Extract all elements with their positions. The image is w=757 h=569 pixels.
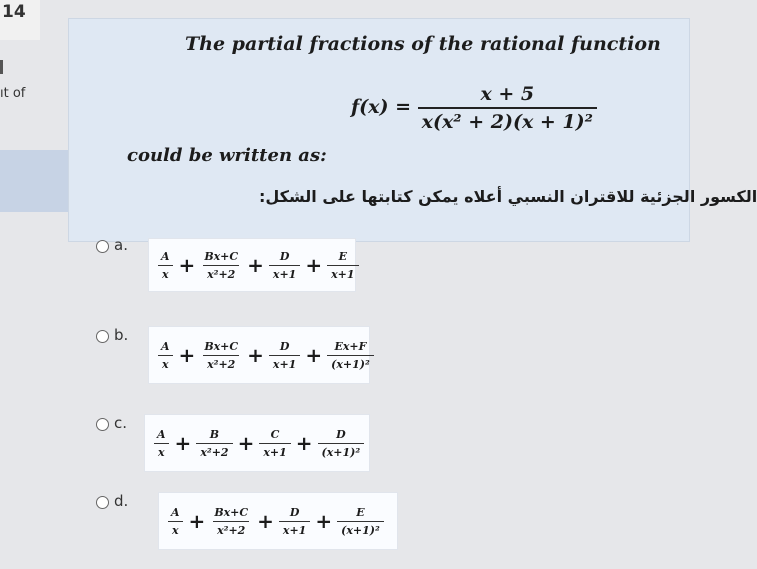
plus-sign: + <box>305 343 323 367</box>
function-lhs: f(x) = <box>351 96 412 118</box>
arabic-question-text: الكسور الجزئية للاقتران النسبي أعلاه يمكن كتابتها على الشكل: <box>259 187 757 206</box>
term-numerator: A <box>157 427 166 441</box>
partial-fraction-term <box>196 428 232 459</box>
term-denominator: (x+1)² <box>327 355 374 371</box>
term-numerator: D <box>289 505 300 519</box>
term-denominator: x+1 <box>327 265 358 281</box>
option-letter-c[interactable]: c. <box>114 414 128 432</box>
term-denominator: x²+2 <box>196 443 232 459</box>
partial-fraction-term <box>200 250 242 281</box>
plus-sign: + <box>315 509 333 533</box>
partial-fraction-term <box>327 340 374 371</box>
partial-fraction-term <box>318 428 365 459</box>
term-denominator: x <box>158 265 173 281</box>
term-numerator: E <box>356 505 365 519</box>
term-numerator: A <box>171 505 180 519</box>
plus-sign: + <box>237 431 255 455</box>
option-letter-b[interactable]: b. <box>114 326 129 344</box>
term-denominator: x+1 <box>259 443 290 459</box>
question-info-label: ıt of <box>0 86 26 101</box>
term-denominator: x <box>158 355 173 371</box>
partial-fraction-term <box>157 340 174 371</box>
partial-fraction-term <box>210 506 252 537</box>
question-text-box <box>68 18 757 242</box>
term-numerator: Bx+C <box>214 505 249 519</box>
term-denominator: x <box>168 521 183 537</box>
partial-fraction-term <box>200 340 242 371</box>
option-radio-d[interactable] <box>96 496 109 509</box>
partial-fraction-term <box>337 506 384 537</box>
option-radio-b[interactable] <box>96 330 109 343</box>
side-marker <box>0 60 3 74</box>
term-denominator: x <box>154 443 169 459</box>
term-numerator: A <box>161 249 170 263</box>
written-as-text: could be written as: <box>127 145 327 166</box>
partial-fraction-term <box>327 250 358 281</box>
term-denominator: x²+2 <box>203 265 239 281</box>
term-numerator: E <box>338 249 348 263</box>
term-numerator: D <box>279 249 290 263</box>
term-numerator: Ex+F <box>334 339 367 353</box>
plus-sign: + <box>305 253 323 277</box>
term-denominator: x+1 <box>269 265 300 281</box>
function-numerator: x + 5 <box>480 83 535 105</box>
partial-fraction-term <box>167 506 184 537</box>
option-radio-c[interactable] <box>96 418 109 431</box>
partial-fraction-term <box>279 506 310 537</box>
option-expression-b[interactable] <box>148 326 370 384</box>
term-denominator: x+1 <box>279 521 310 537</box>
plus-sign: + <box>257 509 274 533</box>
option-expression-d[interactable] <box>158 492 398 550</box>
plus-sign: + <box>178 253 196 277</box>
plus-sign: + <box>247 253 264 277</box>
term-denominator: (x+1)² <box>318 443 365 459</box>
term-numerator: Bx+C <box>204 249 239 263</box>
term-denominator: x²+2 <box>203 355 239 371</box>
term-numerator: A <box>161 339 170 353</box>
plus-sign: + <box>188 509 206 533</box>
plus-sign: + <box>247 343 264 367</box>
rational-function <box>351 83 597 133</box>
partial-fraction-term <box>259 428 290 459</box>
option-letter-d[interactable]: d. <box>114 492 129 510</box>
option-letter-a[interactable]: a. <box>114 236 128 254</box>
partial-fraction-term <box>269 340 300 371</box>
plus-sign: + <box>178 343 196 367</box>
function-fraction <box>418 83 597 133</box>
term-denominator: x+1 <box>269 355 300 371</box>
option-expression-a[interactable] <box>148 238 356 292</box>
term-numerator: D <box>279 339 290 353</box>
plus-sign: + <box>295 431 313 455</box>
term-numerator: Bx+C <box>204 339 239 353</box>
term-numerator: B <box>209 427 220 441</box>
question-title: The partial fractions of the rational function <box>185 33 661 55</box>
partial-fraction-term <box>269 250 300 281</box>
partial-fraction-term <box>157 250 174 281</box>
option-expression-c[interactable] <box>144 414 370 472</box>
question-info-strip <box>0 150 68 212</box>
term-denominator: x²+2 <box>213 521 249 537</box>
term-numerator: C <box>270 427 280 441</box>
partial-fraction-term <box>153 428 170 459</box>
term-numerator: D <box>336 427 346 441</box>
question-number: 14 <box>0 0 40 40</box>
term-denominator: (x+1)² <box>337 521 384 537</box>
option-radio-a[interactable] <box>96 240 109 253</box>
function-denominator: x(x² + 2)(x + 1)² <box>418 107 597 133</box>
plus-sign: + <box>174 431 192 455</box>
